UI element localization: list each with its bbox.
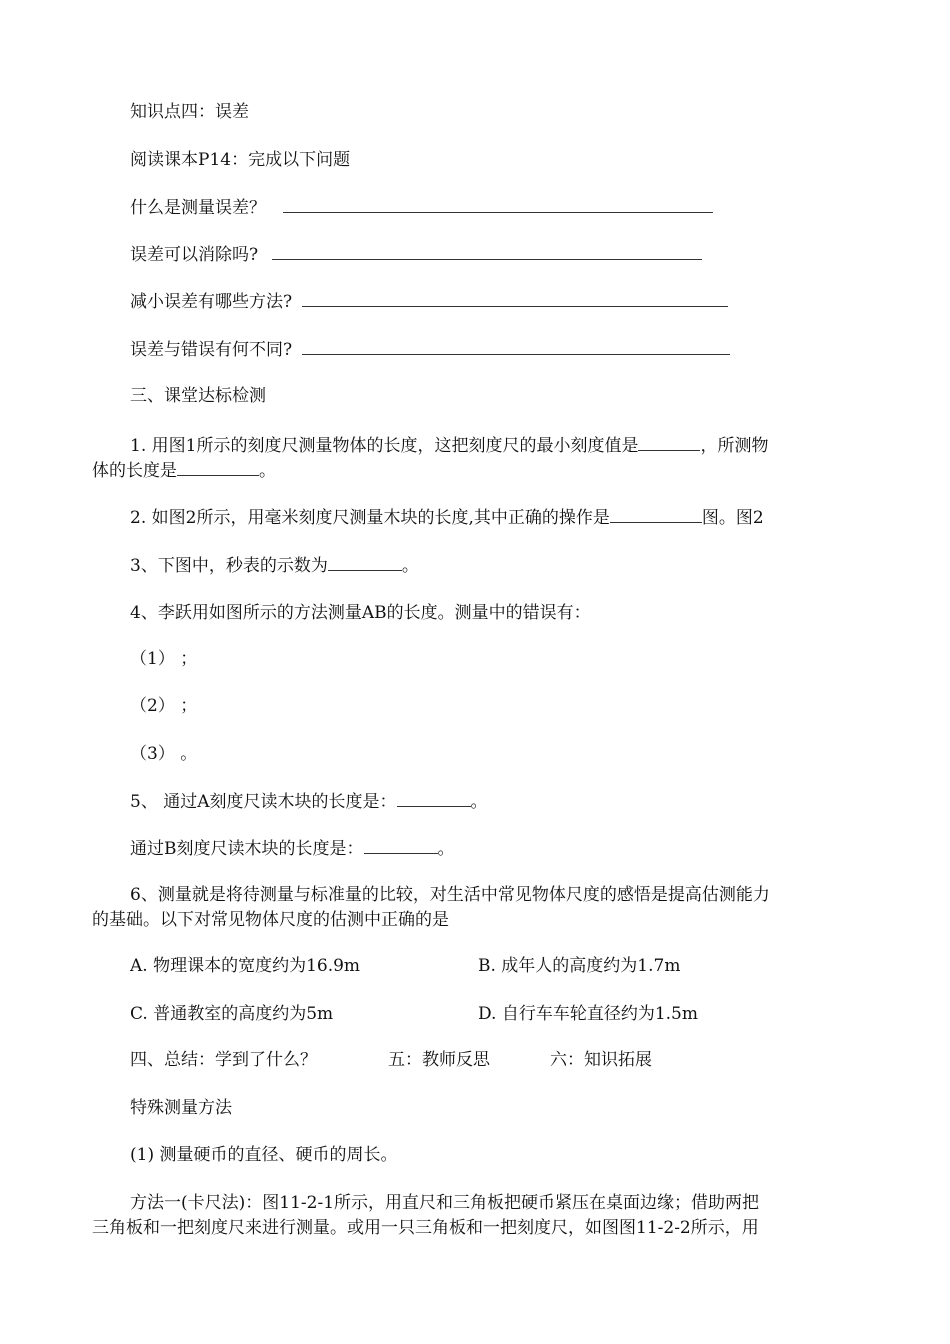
- special-methods-heading: 特殊测量方法: [130, 1098, 232, 1118]
- answer-blank[interactable]: [610, 506, 702, 523]
- answer-blank[interactable]: [328, 554, 402, 571]
- question-text: 减小误差有哪些方法?: [130, 292, 293, 312]
- question-text: ，所测物: [700, 436, 769, 456]
- question-text: 。: [437, 839, 455, 859]
- question-4-item-2: （2） ；: [130, 696, 198, 716]
- question-4: 4、李跃用如图所示的方法测量AB的长度。测量中的错误有：: [130, 603, 591, 623]
- answer-blank[interactable]: [302, 338, 730, 355]
- question-text: 误差可以消除吗?: [130, 245, 259, 265]
- answer-blank[interactable]: [302, 290, 728, 307]
- question-line: [130, 243, 702, 266]
- answer-blank[interactable]: [638, 434, 700, 451]
- option-b: B. 成年人的高度约为1.7m: [478, 956, 681, 976]
- special-item-1: (1) 测量硬币的直径、硬币的周长。: [130, 1145, 398, 1165]
- test-heading: 三、课堂达标检测: [130, 386, 266, 406]
- question-text: 3、下图中，秒表的示数为: [130, 556, 328, 576]
- option-c: C. 普通教室的高度约为5m: [130, 1004, 334, 1024]
- question-4-item-1: （1） ；: [130, 649, 198, 669]
- question-text: 体的长度是: [92, 461, 177, 481]
- question-2: [130, 506, 764, 529]
- question-5-line-2: [130, 837, 455, 860]
- answer-blank[interactable]: [397, 790, 471, 807]
- question-text: 。: [470, 792, 488, 812]
- reading-instruction: 阅读课本P14：完成以下问题: [130, 150, 351, 170]
- question-3: [130, 554, 419, 577]
- question-1-line-2: [92, 459, 276, 482]
- summary-heading: 四、总结：学到了什么？: [130, 1050, 317, 1070]
- question-text: 。: [259, 461, 276, 481]
- answer-blank[interactable]: [364, 837, 438, 854]
- answer-blank[interactable]: [283, 196, 713, 213]
- teacher-reflection-heading: 五：教师反思: [388, 1050, 490, 1070]
- question-text: 1. 用图1所示的刻度尺测量物体的长度，这把刻度尺的最小刻度值是: [130, 436, 639, 456]
- question-text: 通过B刻度尺读木块的长度是：: [130, 839, 364, 859]
- question-4-item-3: （3） 。: [130, 744, 198, 764]
- option-d: D. 自行车车轮直径约为1.5m: [478, 1004, 698, 1024]
- question-text: 误差与错误有何不同?: [130, 340, 293, 360]
- question-text: 什么是测量误差？: [130, 198, 266, 218]
- question-line: [130, 338, 730, 361]
- question-text: 5、 通过A刻度尺读木块的长度是：: [130, 792, 397, 812]
- option-a: A. 物理课本的宽度约为16.9m: [130, 956, 361, 976]
- answer-blank[interactable]: [177, 459, 259, 476]
- question-line: [130, 290, 728, 313]
- question-6-line-1: 6、测量就是将待测量与标准量的比较，对生活中常见物体尺度的感悟是提高估测能力: [130, 885, 770, 905]
- question-text: 。: [401, 556, 419, 576]
- section-heading: 知识点四：误差: [130, 102, 249, 122]
- question-5-line-1: [130, 790, 488, 813]
- method-1-line-2: 三角板和一把刻度尺来进行测量。或用一只三角板和一把刻度尺，如图图11-2-2所示，用: [92, 1218, 759, 1238]
- method-1-line-1: 方法一(卡尺法)：图11-2-1所示，用直尺和三角板把硬币紧压在桌面边缘；借助两把: [130, 1193, 760, 1213]
- answer-blank[interactable]: [272, 243, 702, 260]
- question-text: 图。图2: [701, 508, 764, 528]
- question-line: [130, 196, 713, 219]
- question-text: 2. 如图2所示，用毫米刻度尺测量木块的长度,其中正确的操作是: [130, 508, 610, 528]
- question-1-line-1: [130, 434, 768, 457]
- question-6-line-2: 的基础。以下对常见物体尺度的估测中正确的是: [92, 910, 449, 930]
- knowledge-extension-heading: 六：知识拓展: [550, 1050, 652, 1070]
